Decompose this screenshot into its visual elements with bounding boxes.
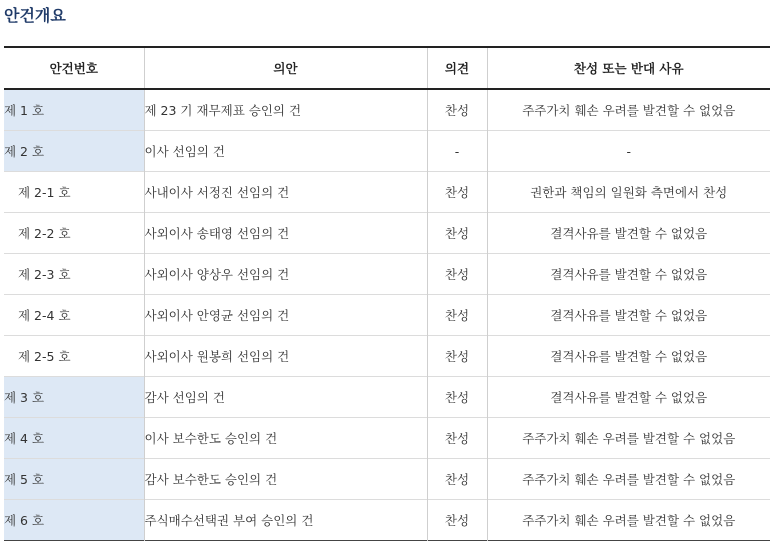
agenda-item-cell: 주식매수선택권 부여 승인의 건 xyxy=(144,500,427,541)
agenda-item-cell: 감사 선임의 건 xyxy=(144,377,427,418)
agenda-item-cell: 사외이사 송태영 선임의 건 xyxy=(144,213,427,254)
table-row xyxy=(4,336,770,377)
agenda-table xyxy=(4,46,770,541)
table-row xyxy=(4,295,770,336)
agenda-number-cell: 제 2 호 xyxy=(4,131,144,172)
agenda-number-cell: 제 5 호 xyxy=(4,459,144,500)
table-row xyxy=(4,89,770,131)
opinion-cell: 찬성 xyxy=(427,459,487,500)
reason-cell: 결격사유를 발견할 수 없었음 xyxy=(487,377,770,418)
agenda-item-cell: 감사 보수한도 승인의 건 xyxy=(144,459,427,500)
opinion-cell: 찬성 xyxy=(427,172,487,213)
header-row xyxy=(4,47,770,89)
agenda-number-cell: 제 2-4 호 xyxy=(4,295,144,336)
reason-cell: 주주가치 훼손 우려를 발견할 수 없었음 xyxy=(487,500,770,541)
agenda-number-cell: 제 1 호 xyxy=(4,89,144,131)
reason-cell: 주주가치 훼손 우려를 발견할 수 없었음 xyxy=(487,89,770,131)
header-agenda-number: 안건번호 xyxy=(4,47,144,89)
reason-cell: 권한과 책임의 일원화 측면에서 찬성 xyxy=(487,172,770,213)
table-row xyxy=(4,254,770,295)
agenda-number-cell: 제 2-1 호 xyxy=(4,172,144,213)
agenda-item-cell: 제 23 기 재무제표 승인의 건 xyxy=(144,89,427,131)
agenda-item-cell: 사외이사 양상우 선임의 건 xyxy=(144,254,427,295)
opinion-cell: 찬성 xyxy=(427,500,487,541)
table-row xyxy=(4,213,770,254)
table-row xyxy=(4,418,770,459)
agenda-number-cell: 제 2-5 호 xyxy=(4,336,144,377)
agenda-number-cell: 제 2-2 호 xyxy=(4,213,144,254)
reason-cell: 결격사유를 발견할 수 없었음 xyxy=(487,254,770,295)
table-row xyxy=(4,377,770,418)
reason-cell: 주주가치 훼손 우려를 발견할 수 없었음 xyxy=(487,459,770,500)
table-row xyxy=(4,500,770,541)
header-opinion: 의견 xyxy=(427,47,487,89)
opinion-cell: - xyxy=(427,131,487,172)
reason-cell: - xyxy=(487,131,770,172)
table-row xyxy=(4,459,770,500)
opinion-cell: 찬성 xyxy=(427,89,487,131)
agenda-item-cell: 사외이사 안영균 선임의 건 xyxy=(144,295,427,336)
agenda-number-cell: 제 2-3 호 xyxy=(4,254,144,295)
reason-cell: 결격사유를 발견할 수 없었음 xyxy=(487,336,770,377)
agenda-number-cell: 제 4 호 xyxy=(4,418,144,459)
opinion-cell: 찬성 xyxy=(427,213,487,254)
agenda-item-cell: 이사 보수한도 승인의 건 xyxy=(144,418,427,459)
agenda-item-cell: 이사 선임의 건 xyxy=(144,131,427,172)
agenda-item-cell: 사내이사 서정진 선임의 건 xyxy=(144,172,427,213)
header-agenda-item: 의안 xyxy=(144,47,427,89)
reason-cell: 결격사유를 발견할 수 없었음 xyxy=(487,213,770,254)
table-row xyxy=(4,172,770,213)
agenda-number-cell: 제 6 호 xyxy=(4,500,144,541)
opinion-cell: 찬성 xyxy=(427,295,487,336)
agenda-item-cell: 사외이사 원봉희 선임의 건 xyxy=(144,336,427,377)
opinion-cell: 찬성 xyxy=(427,418,487,459)
agenda-rows xyxy=(4,89,770,541)
reason-cell: 결격사유를 발견할 수 없었음 xyxy=(487,295,770,336)
reason-cell: 주주가치 훼손 우려를 발견할 수 없었음 xyxy=(487,418,770,459)
section-title: 안건개요 xyxy=(4,6,66,25)
table-row xyxy=(4,131,770,172)
opinion-cell: 찬성 xyxy=(427,377,487,418)
opinion-cell: 찬성 xyxy=(427,254,487,295)
header-reason: 찬성 또는 반대 사유 xyxy=(487,47,770,89)
opinion-cell: 찬성 xyxy=(427,336,487,377)
agenda-number-cell: 제 3 호 xyxy=(4,377,144,418)
